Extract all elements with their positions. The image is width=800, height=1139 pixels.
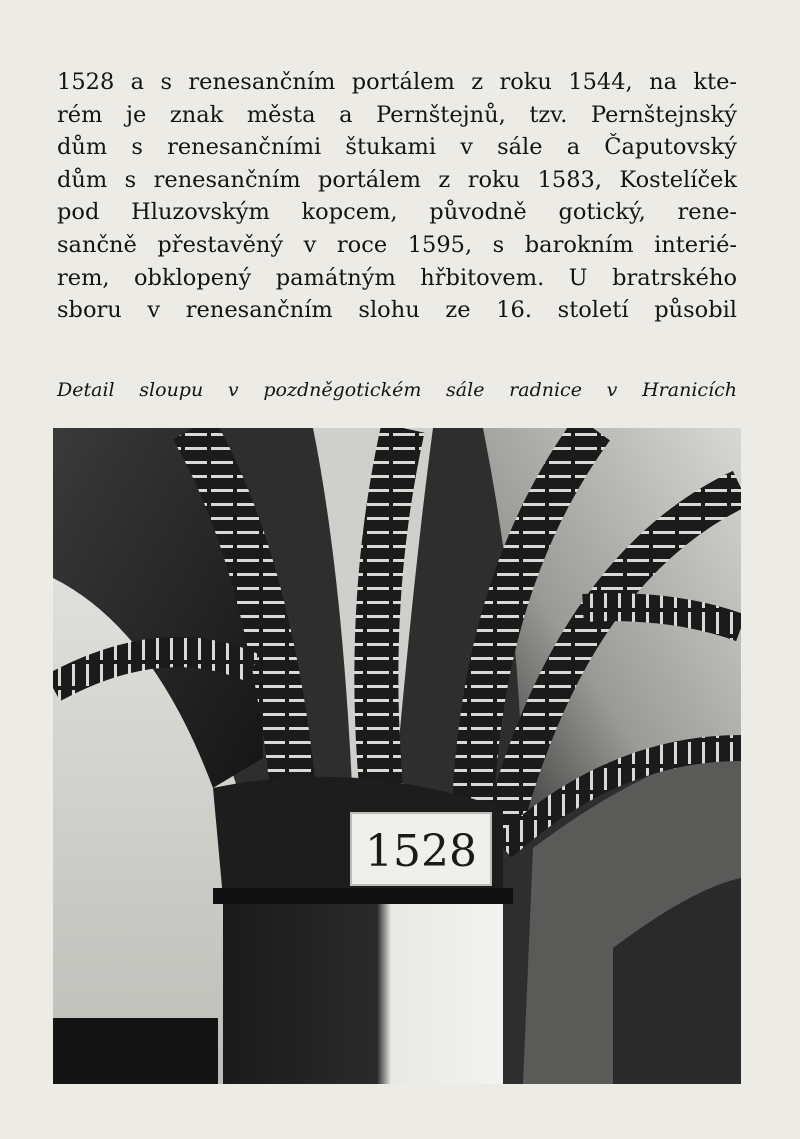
photo-caption: Detail sloupu v pozdněgotickém sále radnice v Hranicích — [57, 379, 737, 401]
photo-gothic-column — [53, 428, 741, 1084]
plaque-text: 1528 — [365, 826, 477, 877]
text-line: rem, obklopený památným hřbitovem. U bratrského — [57, 264, 737, 291]
text-line: sboru v renesančním slohu ze 16. století působil — [57, 297, 737, 324]
text-line: sančně přestavěný v roce 1595, s barokním interié- — [57, 231, 737, 258]
text-line: pod Hluzovským kopcem, původně gotický, rene- — [57, 199, 737, 226]
text-line: 1528 a s renesančním portálem z roku 1544, na kte- — [57, 69, 737, 95]
text-line: dům s renesančním portálem z roku 1583, Kostelíček — [57, 166, 737, 193]
text-line: dům s renesančními štukami v sále a Čaputovský — [57, 134, 737, 161]
body-text — [57, 66, 737, 327]
text-line: rém je znak města a Pernštejnů, tzv. Pernštejnský — [57, 101, 737, 128]
